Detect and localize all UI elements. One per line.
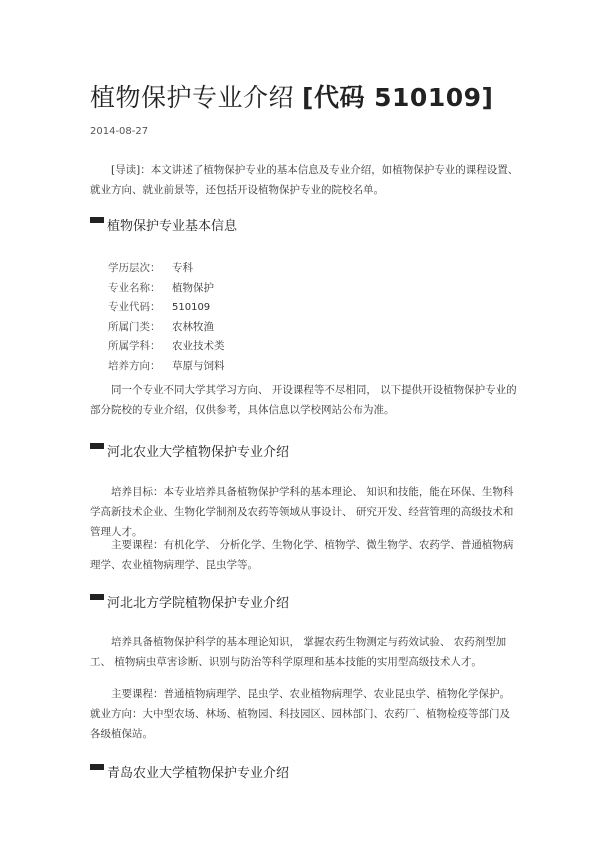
info-row	[108, 357, 225, 377]
section-heading-school-1	[90, 441, 289, 459]
heading-bar-icon	[90, 594, 104, 600]
heading-bar-icon	[90, 217, 104, 223]
info-label: 专业代码：	[108, 301, 161, 313]
info-row	[108, 279, 225, 299]
section-heading-basic-info	[90, 215, 237, 233]
heading-bar-icon	[90, 443, 104, 449]
school-1-courses-paragraph: 主要课程：有机化学、 分析化学、生物化学、植物学、微生物学、农药学、普通植物病理学、农业植物病理学、昆虫学等。	[90, 539, 514, 571]
heading-bar-icon	[90, 764, 104, 770]
section-heading-text: 河北北方学院植物保护专业介绍	[107, 595, 290, 611]
info-label: 学历层次：	[108, 262, 161, 274]
info-value: 农林牧渔	[172, 320, 214, 333]
article-title	[90, 78, 493, 114]
section-heading-school-3	[90, 762, 289, 780]
info-label: 培养方向：	[108, 359, 161, 372]
info-label: 所属门类：	[108, 320, 161, 333]
info-value: 植物保护	[172, 281, 214, 294]
note-paragraph: 同一个专业不同大学其学习方向、 开设课程等不尽相同， 以下提供开设植物保护专业的部分院校的专业介绍，仅供参考，具体信息以学校网站公布为准。	[90, 384, 517, 416]
school-2-goal-paragraph: 培养具备植物保护科学的基本理论知识， 掌握农药生物测定与药效试验、 农药剂型加工、 植物病虫草害诊断、识别与防治等科学原理和基本技能的实用型高级技术人才。	[90, 636, 507, 668]
school-1-goal-paragraph: 培养目标：本专业培养具备植物保护学科的基本理论、 知识和技能，能在环保、生物科学高新技术企业、生物化学制剂及农药等领域从事设计、 研究开发、经营管理的高级技术和管理人才。	[90, 486, 514, 538]
info-value: 农业技术类	[172, 340, 225, 352]
info-value: 510109	[172, 302, 211, 313]
intro-paragraph: [导读]：本文讲述了植物保护专业的基本信息及专业介绍，如植物保护专业的课程设置、就业方向、就业前景等，还包括开设植物保护专业的院校名单。	[90, 164, 519, 196]
title-text: 植物保护专业介绍	[90, 83, 295, 112]
title-code: [代码 510109]	[302, 83, 494, 112]
publish-date: 2014-08-27	[90, 126, 149, 137]
basic-info-list	[108, 259, 225, 376]
info-label: 专业名称：	[108, 281, 161, 294]
info-value: 草原与饲料	[172, 359, 225, 372]
section-heading-text: 河北农业大学植物保护专业介绍	[107, 444, 290, 460]
school-2-courses-paragraph: 主要课程：普通植物病理学、昆虫学、农业植物病理学、农业昆虫学、植物化学保护。就业方向：大中型农场、林场、植物园、科技园区、园林部门、农药厂、植物检疫等部门及各级植保站。	[90, 688, 510, 740]
info-row	[108, 337, 225, 357]
section-heading-text: 青岛农业大学植物保护专业介绍	[107, 765, 290, 781]
info-label: 所属学科：	[108, 340, 161, 352]
section-heading-text: 植物保护专业基本信息	[107, 218, 238, 234]
info-row	[108, 259, 225, 279]
section-heading-school-2	[90, 592, 289, 610]
info-row	[108, 318, 225, 338]
info-value: 专科	[172, 262, 193, 274]
info-row	[108, 298, 225, 318]
